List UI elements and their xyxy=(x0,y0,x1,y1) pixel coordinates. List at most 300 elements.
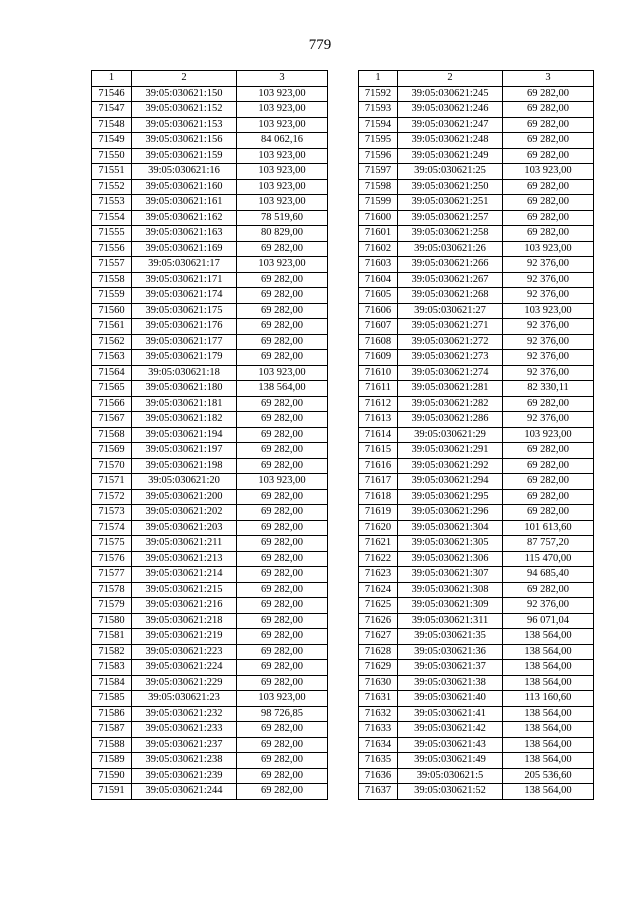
cadastral-number-cell: 39:05:030621:174 xyxy=(132,288,237,304)
row-number-cell: 71557 xyxy=(92,257,132,273)
cadastral-number-cell: 39:05:030621:286 xyxy=(398,412,503,428)
table-row xyxy=(359,644,594,660)
table-row xyxy=(359,768,594,784)
value-cell: 138 564,00 xyxy=(503,675,594,691)
cadastral-number-cell: 39:05:030621:292 xyxy=(398,458,503,474)
value-cell: 82 330,11 xyxy=(503,381,594,397)
cadastral-number-cell: 39:05:030621:17 xyxy=(132,257,237,273)
cadastral-number-cell: 39:05:030621:309 xyxy=(398,598,503,614)
cadastral-number-cell: 39:05:030621:16 xyxy=(132,164,237,180)
cadastral-number-cell: 39:05:030621:175 xyxy=(132,303,237,319)
table-header-row xyxy=(92,71,328,87)
column-header: 2 xyxy=(398,71,503,87)
table-row xyxy=(359,288,594,304)
value-cell: 78 519,60 xyxy=(237,210,328,226)
cadastral-number-cell: 39:05:030621:258 xyxy=(398,226,503,242)
cadastral-number-cell: 39:05:030621:305 xyxy=(398,536,503,552)
value-cell: 69 282,00 xyxy=(237,784,328,800)
value-cell: 69 282,00 xyxy=(237,334,328,350)
cadastral-number-cell: 39:05:030621:211 xyxy=(132,536,237,552)
value-cell: 69 282,00 xyxy=(503,226,594,242)
value-cell: 103 923,00 xyxy=(237,117,328,133)
table-row xyxy=(92,784,328,800)
value-cell: 69 282,00 xyxy=(237,660,328,676)
cadastral-number-cell: 39:05:030621:194 xyxy=(132,427,237,443)
row-number-cell: 71569 xyxy=(92,443,132,459)
cadastral-number-cell: 39:05:030621:43 xyxy=(398,737,503,753)
cadastral-number-cell: 39:05:030621:182 xyxy=(132,412,237,428)
row-number-cell: 71554 xyxy=(92,210,132,226)
cadastral-number-cell: 39:05:030621:282 xyxy=(398,396,503,412)
table-row xyxy=(359,520,594,536)
value-cell: 115 470,00 xyxy=(503,551,594,567)
value-cell: 69 282,00 xyxy=(237,427,328,443)
cadastral-number-cell: 39:05:030621:296 xyxy=(398,505,503,521)
cadastral-number-cell: 39:05:030621:294 xyxy=(398,474,503,490)
cadastral-number-cell: 39:05:030621:26 xyxy=(398,241,503,257)
cadastral-number-cell: 39:05:030621:232 xyxy=(132,706,237,722)
table-row xyxy=(92,675,328,691)
value-cell: 138 564,00 xyxy=(503,629,594,645)
cadastral-number-cell: 39:05:030621:295 xyxy=(398,489,503,505)
row-number-cell: 71594 xyxy=(359,117,398,133)
table-row xyxy=(92,381,328,397)
row-number-cell: 71591 xyxy=(92,784,132,800)
row-number-cell: 71626 xyxy=(359,613,398,629)
value-cell: 69 282,00 xyxy=(237,505,328,521)
value-cell: 69 282,00 xyxy=(237,319,328,335)
value-cell: 205 536,60 xyxy=(503,768,594,784)
value-cell: 80 829,00 xyxy=(237,226,328,242)
cadastral-number-cell: 39:05:030621:40 xyxy=(398,691,503,707)
table-row xyxy=(92,133,328,149)
table-row xyxy=(92,551,328,567)
table-row xyxy=(359,350,594,366)
cadastral-number-cell: 39:05:030621:169 xyxy=(132,241,237,257)
row-number-cell: 71566 xyxy=(92,396,132,412)
cadastral-number-cell: 39:05:030621:250 xyxy=(398,179,503,195)
table-row xyxy=(92,443,328,459)
column-header: 3 xyxy=(503,71,594,87)
column-header: 2 xyxy=(132,71,237,87)
table-row xyxy=(92,210,328,226)
value-cell: 69 282,00 xyxy=(503,102,594,118)
row-number-cell: 71570 xyxy=(92,458,132,474)
row-number-cell: 71561 xyxy=(92,319,132,335)
row-number-cell: 71558 xyxy=(92,272,132,288)
table-row xyxy=(359,505,594,521)
cadastral-number-cell: 39:05:030621:311 xyxy=(398,613,503,629)
table-row xyxy=(359,458,594,474)
table-row xyxy=(92,319,328,335)
row-number-cell: 71596 xyxy=(359,148,398,164)
cadastral-number-cell: 39:05:030621:272 xyxy=(398,334,503,350)
cadastral-number-cell: 39:05:030621:27 xyxy=(398,303,503,319)
value-cell: 103 923,00 xyxy=(503,303,594,319)
cadastral-number-cell: 39:05:030621:49 xyxy=(398,753,503,769)
value-cell: 92 376,00 xyxy=(503,334,594,350)
table-row xyxy=(359,117,594,133)
cadastral-number-cell: 39:05:030621:266 xyxy=(398,257,503,273)
value-cell: 69 282,00 xyxy=(237,288,328,304)
table-row xyxy=(92,102,328,118)
row-number-cell: 71580 xyxy=(92,613,132,629)
value-cell: 92 376,00 xyxy=(503,598,594,614)
cadastral-number-cell: 39:05:030621:179 xyxy=(132,350,237,366)
value-cell: 69 282,00 xyxy=(237,396,328,412)
value-cell: 87 757,20 xyxy=(503,536,594,552)
value-cell: 69 282,00 xyxy=(237,241,328,257)
value-cell: 69 282,00 xyxy=(503,474,594,490)
value-cell: 69 282,00 xyxy=(503,396,594,412)
row-number-cell: 71603 xyxy=(359,257,398,273)
table-row xyxy=(92,164,328,180)
row-number-cell: 71620 xyxy=(359,520,398,536)
value-cell: 103 923,00 xyxy=(237,179,328,195)
table-row xyxy=(359,148,594,164)
cadastral-number-cell: 39:05:030621:249 xyxy=(398,148,503,164)
cadastral-number-cell: 39:05:030621:159 xyxy=(132,148,237,164)
table-row xyxy=(92,489,328,505)
cadastral-number-cell: 39:05:030621:218 xyxy=(132,613,237,629)
table-row xyxy=(92,691,328,707)
cadastral-number-cell: 39:05:030621:219 xyxy=(132,629,237,645)
table-row xyxy=(359,598,594,614)
cadastral-number-cell: 39:05:030621:156 xyxy=(132,133,237,149)
row-number-cell: 71625 xyxy=(359,598,398,614)
row-number-cell: 71548 xyxy=(92,117,132,133)
value-cell: 103 923,00 xyxy=(237,257,328,273)
table-row xyxy=(359,536,594,552)
row-number-cell: 71622 xyxy=(359,551,398,567)
row-number-cell: 71613 xyxy=(359,412,398,428)
value-cell: 69 282,00 xyxy=(503,179,594,195)
value-cell: 69 282,00 xyxy=(503,148,594,164)
cadastral-number-cell: 39:05:030621:224 xyxy=(132,660,237,676)
value-cell: 113 160,60 xyxy=(503,691,594,707)
row-number-cell: 71582 xyxy=(92,644,132,660)
cadastral-number-cell: 39:05:030621:25 xyxy=(398,164,503,180)
value-cell: 69 282,00 xyxy=(237,722,328,738)
row-number-cell: 71590 xyxy=(92,768,132,784)
value-cell: 103 923,00 xyxy=(503,427,594,443)
row-number-cell: 71630 xyxy=(359,675,398,691)
cadastral-number-cell: 39:05:030621:41 xyxy=(398,706,503,722)
table-row xyxy=(359,660,594,676)
value-cell: 69 282,00 xyxy=(503,210,594,226)
value-cell: 92 376,00 xyxy=(503,350,594,366)
table-row xyxy=(92,644,328,660)
table-row xyxy=(92,365,328,381)
value-cell: 98 726,85 xyxy=(237,706,328,722)
row-number-cell: 71624 xyxy=(359,582,398,598)
table-row xyxy=(359,427,594,443)
table-row xyxy=(359,722,594,738)
cadastral-number-cell: 39:05:030621:23 xyxy=(132,691,237,707)
table-header-row xyxy=(359,71,594,87)
table-row xyxy=(359,210,594,226)
cadastral-number-cell: 39:05:030621:237 xyxy=(132,737,237,753)
table-row xyxy=(359,753,594,769)
cadastral-number-cell: 39:05:030621:244 xyxy=(132,784,237,800)
row-number-cell: 71602 xyxy=(359,241,398,257)
table-row xyxy=(359,489,594,505)
value-cell: 69 282,00 xyxy=(237,536,328,552)
row-number-cell: 71552 xyxy=(92,179,132,195)
table-row xyxy=(92,303,328,319)
row-number-cell: 71574 xyxy=(92,520,132,536)
row-number-cell: 71593 xyxy=(359,102,398,118)
value-cell: 69 282,00 xyxy=(503,505,594,521)
table-row xyxy=(92,350,328,366)
table-row xyxy=(92,117,328,133)
table-row xyxy=(92,179,328,195)
row-number-cell: 71563 xyxy=(92,350,132,366)
cadastral-number-cell: 39:05:030621:214 xyxy=(132,567,237,583)
table-row xyxy=(92,722,328,738)
row-number-cell: 71631 xyxy=(359,691,398,707)
value-cell: 138 564,00 xyxy=(503,753,594,769)
table-row xyxy=(359,164,594,180)
cadastral-number-cell: 39:05:030621:42 xyxy=(398,722,503,738)
value-cell: 103 923,00 xyxy=(503,241,594,257)
row-number-cell: 71598 xyxy=(359,179,398,195)
cadastral-number-cell: 39:05:030621:18 xyxy=(132,365,237,381)
cadastral-number-cell: 39:05:030621:233 xyxy=(132,722,237,738)
row-number-cell: 71549 xyxy=(92,133,132,149)
value-cell: 94 685,40 xyxy=(503,567,594,583)
cadastral-number-cell: 39:05:030621:35 xyxy=(398,629,503,645)
value-cell: 138 564,00 xyxy=(503,660,594,676)
row-number-cell: 71588 xyxy=(92,737,132,753)
value-cell: 69 282,00 xyxy=(503,117,594,133)
row-number-cell: 71587 xyxy=(92,722,132,738)
table-row xyxy=(92,520,328,536)
cadastral-number-cell: 39:05:030621:257 xyxy=(398,210,503,226)
cadastral-number-cell: 39:05:030621:273 xyxy=(398,350,503,366)
cadastral-number-cell: 39:05:030621:180 xyxy=(132,381,237,397)
table-row xyxy=(92,427,328,443)
value-cell: 69 282,00 xyxy=(237,582,328,598)
table-row xyxy=(359,102,594,118)
row-number-cell: 71628 xyxy=(359,644,398,660)
cadastral-number-cell: 39:05:030621:197 xyxy=(132,443,237,459)
table-row xyxy=(359,272,594,288)
cadastral-number-cell: 39:05:030621:20 xyxy=(132,474,237,490)
table-row xyxy=(92,598,328,614)
row-number-cell: 71576 xyxy=(92,551,132,567)
table-row xyxy=(92,582,328,598)
row-number-cell: 71623 xyxy=(359,567,398,583)
row-number-cell: 71584 xyxy=(92,675,132,691)
row-number-cell: 71610 xyxy=(359,365,398,381)
value-cell: 69 282,00 xyxy=(237,675,328,691)
row-number-cell: 71616 xyxy=(359,458,398,474)
row-number-cell: 71621 xyxy=(359,536,398,552)
row-number-cell: 71575 xyxy=(92,536,132,552)
value-cell: 69 282,00 xyxy=(237,350,328,366)
table-row xyxy=(359,396,594,412)
row-number-cell: 71636 xyxy=(359,768,398,784)
cadastral-number-cell: 39:05:030621:304 xyxy=(398,520,503,536)
value-cell: 138 564,00 xyxy=(503,706,594,722)
cadastral-number-cell: 39:05:030621:245 xyxy=(398,86,503,102)
value-cell: 69 282,00 xyxy=(503,86,594,102)
table-row xyxy=(92,195,328,211)
value-cell: 103 923,00 xyxy=(237,691,328,707)
value-cell: 69 282,00 xyxy=(237,520,328,536)
value-cell: 69 282,00 xyxy=(503,489,594,505)
value-cell: 103 923,00 xyxy=(237,164,328,180)
row-number-cell: 71595 xyxy=(359,133,398,149)
row-number-cell: 71572 xyxy=(92,489,132,505)
value-cell: 69 282,00 xyxy=(237,551,328,567)
row-number-cell: 71619 xyxy=(359,505,398,521)
row-number-cell: 71607 xyxy=(359,319,398,335)
value-cell: 69 282,00 xyxy=(237,272,328,288)
row-number-cell: 71633 xyxy=(359,722,398,738)
table-row xyxy=(359,86,594,102)
row-number-cell: 71571 xyxy=(92,474,132,490)
row-number-cell: 71600 xyxy=(359,210,398,226)
table-row xyxy=(92,536,328,552)
row-number-cell: 71551 xyxy=(92,164,132,180)
table-row xyxy=(359,381,594,397)
cadastral-number-cell: 39:05:030621:246 xyxy=(398,102,503,118)
value-cell: 103 923,00 xyxy=(237,86,328,102)
table-row xyxy=(359,133,594,149)
table-row xyxy=(359,303,594,319)
cadastral-number-cell: 39:05:030621:163 xyxy=(132,226,237,242)
table-row xyxy=(92,458,328,474)
table-row xyxy=(359,443,594,459)
row-number-cell: 71560 xyxy=(92,303,132,319)
cadastral-number-cell: 39:05:030621:271 xyxy=(398,319,503,335)
row-number-cell: 71559 xyxy=(92,288,132,304)
cadastral-number-cell: 39:05:030621:162 xyxy=(132,210,237,226)
table-row xyxy=(92,288,328,304)
cadastral-number-cell: 39:05:030621:150 xyxy=(132,86,237,102)
table-row xyxy=(359,675,594,691)
value-cell: 69 282,00 xyxy=(503,195,594,211)
column-header: 1 xyxy=(92,71,132,87)
value-cell: 69 282,00 xyxy=(237,753,328,769)
cadastral-number-cell: 39:05:030621:38 xyxy=(398,675,503,691)
row-number-cell: 71564 xyxy=(92,365,132,381)
table-row xyxy=(359,412,594,428)
row-number-cell: 71577 xyxy=(92,567,132,583)
page-number: 779 xyxy=(308,37,332,53)
cadastral-number-cell: 39:05:030621:29 xyxy=(398,427,503,443)
registry-table-right xyxy=(358,70,594,800)
cadastral-number-cell: 39:05:030621:229 xyxy=(132,675,237,691)
value-cell: 69 282,00 xyxy=(503,443,594,459)
row-number-cell: 71632 xyxy=(359,706,398,722)
table-row xyxy=(359,226,594,242)
value-cell: 138 564,00 xyxy=(503,737,594,753)
table-row xyxy=(92,474,328,490)
table-row xyxy=(359,582,594,598)
row-number-cell: 71592 xyxy=(359,86,398,102)
value-cell: 69 282,00 xyxy=(237,567,328,583)
cadastral-number-cell: 39:05:030621:307 xyxy=(398,567,503,583)
value-cell: 92 376,00 xyxy=(503,319,594,335)
value-cell: 69 282,00 xyxy=(503,458,594,474)
table-row xyxy=(359,241,594,257)
row-number-cell: 71609 xyxy=(359,350,398,366)
table-row xyxy=(359,319,594,335)
row-number-cell: 71547 xyxy=(92,102,132,118)
row-number-cell: 71597 xyxy=(359,164,398,180)
cadastral-number-cell: 39:05:030621:177 xyxy=(132,334,237,350)
cadastral-number-cell: 39:05:030621:153 xyxy=(132,117,237,133)
cadastral-number-cell: 39:05:030621:223 xyxy=(132,644,237,660)
table-row xyxy=(92,86,328,102)
cadastral-number-cell: 39:05:030621:37 xyxy=(398,660,503,676)
cadastral-number-cell: 39:05:030621:5 xyxy=(398,768,503,784)
table-row xyxy=(359,737,594,753)
table-row xyxy=(92,753,328,769)
row-number-cell: 71556 xyxy=(92,241,132,257)
value-cell: 103 923,00 xyxy=(237,474,328,490)
table-row xyxy=(359,365,594,381)
value-cell: 69 282,00 xyxy=(237,768,328,784)
value-cell: 69 282,00 xyxy=(237,443,328,459)
cadastral-number-cell: 39:05:030621:308 xyxy=(398,582,503,598)
row-number-cell: 71565 xyxy=(92,381,132,397)
row-number-cell: 71585 xyxy=(92,691,132,707)
cadastral-number-cell: 39:05:030621:239 xyxy=(132,768,237,784)
table-row xyxy=(359,257,594,273)
value-cell: 69 282,00 xyxy=(237,458,328,474)
table-row xyxy=(92,613,328,629)
table-row xyxy=(92,412,328,428)
row-number-cell: 71618 xyxy=(359,489,398,505)
row-number-cell: 71637 xyxy=(359,784,398,800)
cadastral-number-cell: 39:05:030621:251 xyxy=(398,195,503,211)
cadastral-number-cell: 39:05:030621:176 xyxy=(132,319,237,335)
table-row xyxy=(92,629,328,645)
table-row xyxy=(359,784,594,800)
table-row xyxy=(359,179,594,195)
row-number-cell: 71606 xyxy=(359,303,398,319)
cadastral-number-cell: 39:05:030621:200 xyxy=(132,489,237,505)
table-row xyxy=(359,567,594,583)
table-row xyxy=(359,691,594,707)
table-row xyxy=(92,272,328,288)
row-number-cell: 71627 xyxy=(359,629,398,645)
table-row xyxy=(359,334,594,350)
row-number-cell: 71615 xyxy=(359,443,398,459)
value-cell: 92 376,00 xyxy=(503,272,594,288)
row-number-cell: 71562 xyxy=(92,334,132,350)
cadastral-number-cell: 39:05:030621:238 xyxy=(132,753,237,769)
value-cell: 103 923,00 xyxy=(237,365,328,381)
row-number-cell: 71553 xyxy=(92,195,132,211)
value-cell: 92 376,00 xyxy=(503,365,594,381)
table-row xyxy=(92,737,328,753)
value-cell: 138 564,00 xyxy=(503,784,594,800)
value-cell: 69 282,00 xyxy=(237,598,328,614)
row-number-cell: 71568 xyxy=(92,427,132,443)
row-number-cell: 71634 xyxy=(359,737,398,753)
row-number-cell: 71546 xyxy=(92,86,132,102)
table-row xyxy=(92,505,328,521)
table-row xyxy=(359,551,594,567)
cadastral-number-cell: 39:05:030621:215 xyxy=(132,582,237,598)
table-row xyxy=(92,226,328,242)
row-number-cell: 71608 xyxy=(359,334,398,350)
